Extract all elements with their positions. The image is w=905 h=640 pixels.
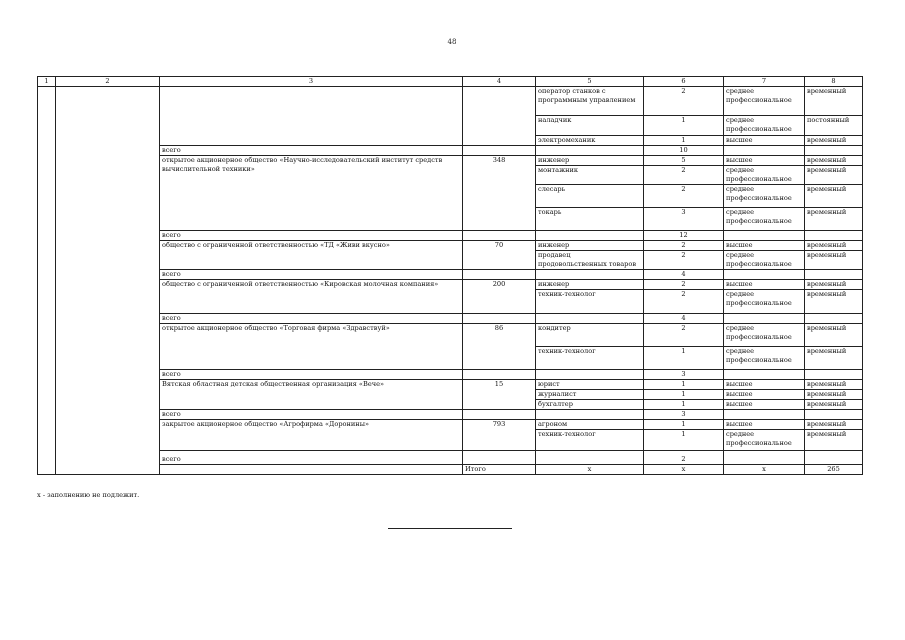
subtotal-row bbox=[38, 231, 863, 241]
table-row bbox=[38, 420, 863, 430]
employment-cell: временный bbox=[805, 420, 863, 430]
organization-cell: общество с ограниченной ответственностью «Кировская молочная компания» bbox=[160, 280, 463, 314]
subtotal-row bbox=[38, 410, 863, 420]
profession-cell: токарь bbox=[536, 208, 644, 231]
header-cell: 3 bbox=[160, 77, 463, 87]
employment-cell: временный bbox=[805, 380, 863, 390]
qty-cell: 2 bbox=[644, 241, 724, 251]
grand-total-value: 265 bbox=[805, 465, 863, 475]
profession-cell: монтажник bbox=[536, 166, 644, 185]
qty-cell: 1 bbox=[644, 420, 724, 430]
table-row bbox=[38, 156, 863, 166]
table-row bbox=[38, 280, 863, 290]
org-count-cell: 86 bbox=[463, 324, 536, 370]
qty-cell: 1 bbox=[644, 136, 724, 146]
org-count-cell: 348 bbox=[463, 156, 536, 231]
employment-cell: временный bbox=[805, 280, 863, 290]
profession-cell: техник-технолог bbox=[536, 430, 644, 451]
employment-cell: временный bbox=[805, 87, 863, 116]
organization-cell bbox=[160, 87, 463, 146]
profession-cell: наладчик bbox=[536, 116, 644, 136]
district-cell bbox=[56, 87, 160, 475]
education-cell: высшее bbox=[724, 380, 805, 390]
education-cell: среднее профессиональное bbox=[724, 251, 805, 270]
employment-cell: постоянный bbox=[805, 116, 863, 136]
subtotal-label: всего bbox=[160, 314, 463, 324]
education-cell: среднее профессиональное bbox=[724, 347, 805, 370]
subtotal-row bbox=[38, 451, 863, 465]
header-cell: 8 bbox=[805, 77, 863, 87]
grand-total-cell: x bbox=[724, 465, 805, 475]
subtotal-label: всего bbox=[160, 146, 463, 156]
education-cell: высшее bbox=[724, 136, 805, 146]
employment-cell: временный bbox=[805, 390, 863, 400]
header-cell: 7 bbox=[724, 77, 805, 87]
subtotal-value: 3 bbox=[644, 370, 724, 380]
table-row bbox=[38, 380, 863, 390]
grand-total-row bbox=[38, 465, 863, 475]
employment-cell: временный bbox=[805, 136, 863, 146]
profession-cell: юрист bbox=[536, 380, 644, 390]
education-cell: высшее bbox=[724, 390, 805, 400]
employment-cell: временный bbox=[805, 185, 863, 208]
table-row bbox=[38, 241, 863, 251]
org-count-cell bbox=[463, 87, 536, 146]
qty-cell: 5 bbox=[644, 156, 724, 166]
profession-cell: журналист bbox=[536, 390, 644, 400]
education-cell: среднее профессиональное bbox=[724, 290, 805, 314]
qty-cell: 2 bbox=[644, 290, 724, 314]
subtotal-value: 2 bbox=[644, 451, 724, 465]
education-cell: высшее bbox=[724, 156, 805, 166]
profession-cell: бухгалтер bbox=[536, 400, 644, 410]
header-row bbox=[38, 77, 863, 87]
employment-cell: временный bbox=[805, 430, 863, 451]
qty-cell: 2 bbox=[644, 87, 724, 116]
profession-cell: слесарь bbox=[536, 185, 644, 208]
subtotal-row bbox=[38, 314, 863, 324]
employment-cell: временный bbox=[805, 208, 863, 231]
qty-cell: 1 bbox=[644, 430, 724, 451]
number-cell bbox=[38, 87, 56, 475]
qty-cell: 3 bbox=[644, 208, 724, 231]
employment-cell: временный bbox=[805, 241, 863, 251]
employment-cell: временный bbox=[805, 324, 863, 347]
qty-cell: 1 bbox=[644, 390, 724, 400]
subtotal-value: 10 bbox=[644, 146, 724, 156]
profession-cell: инженер bbox=[536, 156, 644, 166]
header-cell: 6 bbox=[644, 77, 724, 87]
qty-cell: 2 bbox=[644, 251, 724, 270]
organization-cell: общество с ограниченной ответственностью «ТД «Живи вкусно» bbox=[160, 241, 463, 270]
subtotal-row bbox=[38, 270, 863, 280]
education-cell: среднее профессиональное bbox=[724, 87, 805, 116]
subtotal-row bbox=[38, 370, 863, 380]
employment-cell: временный bbox=[805, 347, 863, 370]
profession-cell: кондитер bbox=[536, 324, 644, 347]
profession-cell: оператор станков с программным управлением bbox=[536, 87, 644, 116]
employment-cell: временный bbox=[805, 166, 863, 185]
qty-cell: 1 bbox=[644, 347, 724, 370]
organization-cell: закрытое акционерное общество «Агрофирма «Доронины» bbox=[160, 420, 463, 451]
profession-cell: техник-технолог bbox=[536, 290, 644, 314]
subtotal-label: всего bbox=[160, 231, 463, 241]
subtotal-label: всего bbox=[160, 410, 463, 420]
subtotal-label: всего bbox=[160, 451, 463, 465]
profession-cell: агроном bbox=[536, 420, 644, 430]
grand-total-cell: x bbox=[644, 465, 724, 475]
qty-cell: 1 bbox=[644, 380, 724, 390]
grand-total-cell: x bbox=[536, 465, 644, 475]
organization-cell: открытое акционерное общество «Торговая фирма «Здравствуй» bbox=[160, 324, 463, 370]
employment-cell: временный bbox=[805, 251, 863, 270]
organization-cell: Вятская областная детская общественная организация «Вече» bbox=[160, 380, 463, 410]
vacancy-table bbox=[37, 76, 863, 475]
education-cell: среднее профессиональное bbox=[724, 324, 805, 347]
qty-cell: 2 bbox=[644, 185, 724, 208]
subtotal-value: 4 bbox=[644, 314, 724, 324]
employment-cell: временный bbox=[805, 290, 863, 314]
subtotal-label: всего bbox=[160, 370, 463, 380]
subtotal-value: 12 bbox=[644, 231, 724, 241]
subtotal-row bbox=[38, 146, 863, 156]
footnote: х - заполнению не подлежит. bbox=[37, 491, 140, 499]
grand-total-label: Итого bbox=[463, 465, 536, 475]
qty-cell: 2 bbox=[644, 166, 724, 185]
education-cell: среднее профессиональное bbox=[724, 185, 805, 208]
profession-cell: инженер bbox=[536, 241, 644, 251]
education-cell: высшее bbox=[724, 420, 805, 430]
qty-cell: 1 bbox=[644, 116, 724, 136]
education-cell: среднее профессиональное bbox=[724, 116, 805, 136]
education-cell: высшее bbox=[724, 280, 805, 290]
employment-cell: временный bbox=[805, 156, 863, 166]
header-cell: 5 bbox=[536, 77, 644, 87]
education-cell: среднее профессиональное bbox=[724, 166, 805, 185]
page-number: 48 bbox=[447, 38, 457, 46]
org-count-cell: 15 bbox=[463, 380, 536, 410]
education-cell: высшее bbox=[724, 241, 805, 251]
header-cell: 1 bbox=[38, 77, 56, 87]
profession-cell: электромеханик bbox=[536, 136, 644, 146]
table-row bbox=[38, 324, 863, 347]
qty-cell: 1 bbox=[644, 400, 724, 410]
qty-cell: 2 bbox=[644, 324, 724, 347]
education-cell: среднее профессиональное bbox=[724, 430, 805, 451]
education-cell: высшее bbox=[724, 400, 805, 410]
header-cell: 2 bbox=[56, 77, 160, 87]
profession-cell: техник-технолог bbox=[536, 347, 644, 370]
education-cell: среднее профессиональное bbox=[724, 208, 805, 231]
subtotal-value: 3 bbox=[644, 410, 724, 420]
employment-cell: временный bbox=[805, 400, 863, 410]
subtotal-label: всего bbox=[160, 270, 463, 280]
header-cell: 4 bbox=[463, 77, 536, 87]
bottom-rule bbox=[388, 528, 512, 529]
table-row bbox=[38, 87, 863, 116]
org-count-cell: 200 bbox=[463, 280, 536, 314]
org-count-cell: 793 bbox=[463, 420, 536, 451]
organization-cell: открытое акционерное общество «Научно-исследовательский институт средств вычислительной техники» bbox=[160, 156, 463, 231]
profession-cell: инженер bbox=[536, 280, 644, 290]
qty-cell: 2 bbox=[644, 280, 724, 290]
subtotal-value: 4 bbox=[644, 270, 724, 280]
profession-cell: продавец продовольственных товаров bbox=[536, 251, 644, 270]
org-count-cell: 70 bbox=[463, 241, 536, 270]
